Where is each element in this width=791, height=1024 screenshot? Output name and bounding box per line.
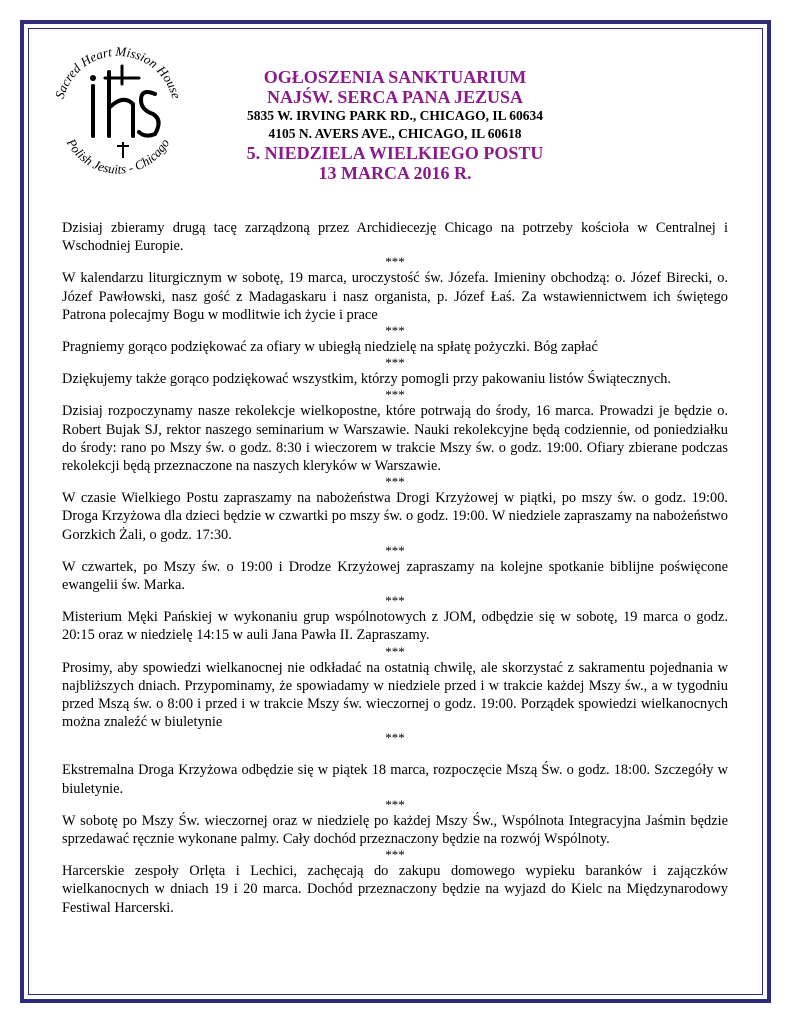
separator: *** xyxy=(385,847,405,863)
announcement-8: Misterium Męki Pańskiej w wykonaniu grup wspólnotowych z JOM, odbędzie się w sobotę, 19 marca o godz. 20:15 oraz w niedzielę 14:15 w auli Jana Pawła II. Zapraszamy. xyxy=(62,609,728,644)
announcements-list xyxy=(62,219,728,917)
announcement-12: Harcerskie zespoły Orlęta i Lechici, zachęcają do zakupu domowego wypieku baranków i zajączków wielkanocnych w dniach 19 i 20 marca. Dochód przeznaczony będzie na wyjazd do Kielc na Międzynarodowy Festiwal Harcerski. xyxy=(62,863,728,916)
header-date: 13 MARCA 2016 R. xyxy=(318,163,472,183)
separator: *** xyxy=(385,593,405,609)
announcement-1: Dzisiaj zbieramy drugą tacę zarządzoną przez Archidiecezję Chicago na potrzeby kościoła w Centralnej i Wschodniej Europie. xyxy=(62,220,728,255)
announcement-5: Dzisiaj rozpoczynamy nasze rekolekcje wielkopostne, które potrwają do środy, 16 marca. Prowadzi je będzie o. Robert Bujak SJ, rektor naszego seminarium w Warszawie. Nauki rekolekcyjne będą codziennie, od poniedziałku do środy: rano po Mszy św. o godz. 8:30 i wieczorem w trakcie Mszy św. o godz. 19:00. Ofiary zbierane podczas rekolekcji będą przeznaczone na naszych kleryków w Warszawie. xyxy=(62,403,728,475)
svg-text:Sacred Heart Mission House xyxy=(52,44,184,101)
header-title-line-1: OGŁOSZENIA SANKTUARIUM xyxy=(263,67,527,87)
announcement-11: W sobotę po Mszy Św. wieczornej oraz w niedzielę po każdej Mszy Św., Wspólnota Integracyjna Jaśmin będzie sprzedawać ręcznie wykonane palmy. Cały dochód przeznaczony będzie na rozwój Wspólnoty. xyxy=(62,812,728,848)
svg-text:Polish Jesuits - Chicago xyxy=(63,135,172,176)
announcement-7: W czwartek, po Mszy św. o 19:00 i Drodze Krzyżowej zapraszamy na kolejne spotkanie biblijne poświęcone ewangelii św. Marka. xyxy=(62,558,728,594)
separator: *** xyxy=(385,542,405,558)
cross-nails-icon xyxy=(117,142,129,158)
header-title-line-2: NAJŚW. SERCA PANA JEZUSA xyxy=(266,87,524,107)
header-address-2: 4105 N. AVERS AVE., CHICAGO, IL 60618 xyxy=(268,126,522,141)
separator: *** xyxy=(385,355,405,371)
announcement-6: W czasie Wielkiego Postu zapraszamy na nabożeństwa Drogi Krzyżowej w piątki, po mszy św. o godz. 19:00. Droga Krzyżowa dla dzieci będzie w czwartki po mszy św. o godz. 19:00. W niedziele zapraszamy na nabożeństwo Gorzkich Żali, o godz. 17:30. xyxy=(62,490,728,543)
separator: *** xyxy=(385,474,405,490)
separator: *** xyxy=(385,323,405,339)
sacred-heart-mission-logo xyxy=(43,38,193,188)
announcement-3: Pragniemy gorąco podziękować za ofiary w ubiegłą niedzielę na spłatę pożyczki. Bóg zapłać xyxy=(62,339,598,356)
logo-ring-top-text: Sacred Heart Mission House xyxy=(51,43,185,101)
separator: *** xyxy=(385,254,405,270)
announcement-2: W kalendarzu liturgicznym w sobotę, 19 marca, uroczystość św. Józefa. Imieniny obchodzą: o. Józef Birecki, o. Józef Pawłowski, nasz gość z Madagaskaru i nasz organista, p. Józef Łaś. Za wstawiennictwem ich świętego Patrona polecajmy Bogu w modlitwie ich życie i prace xyxy=(62,270,728,323)
separator: *** xyxy=(385,387,405,403)
header-sunday-name: 5. NIEDZIELA WIELKIEGO POSTU xyxy=(246,143,544,163)
separator: *** xyxy=(385,643,405,659)
announcement-4: Dziękujemy także gorąco podziękować wszystkim, którzy pomogli przy pakowaniu listów Świątecznych. xyxy=(62,371,672,388)
blank-gap xyxy=(62,745,728,761)
header-address-1: 5835 W. IRVING PARK RD., CHICAGO, IL 60634 xyxy=(247,108,543,123)
ihs-monogram-icon xyxy=(90,66,159,136)
page-header xyxy=(205,67,585,183)
separator: *** xyxy=(385,796,405,812)
logo-ring-bottom-text: Polish Jesuits - Chicago xyxy=(63,135,173,177)
announcement-9: Prosimy, aby spowiedzi wielkanocnej nie odkładać na ostatnią chwilę, ale skorzystać z sakramentu pojednania w najbliższych dniach. Przypominamy, że spowiadamy w niedziele przed i w trakcie każdej Mszy św., a w tygodniu przed Mszą św. o 8:00 i przed i w trakcie Mszy św. wieczornej o godz. 19:00. Porządek spowiedzi wielkanocnych można znaleźć w biuletynie xyxy=(62,659,728,731)
announcement-10: Ekstremalna Droga Krzyżowa odbędzie się w piątek 18 marca, rozpoczęcie Mszą Św. o godz. 18:00. Szczegóły w biuletynie. xyxy=(62,762,728,797)
separator: *** xyxy=(385,730,405,746)
